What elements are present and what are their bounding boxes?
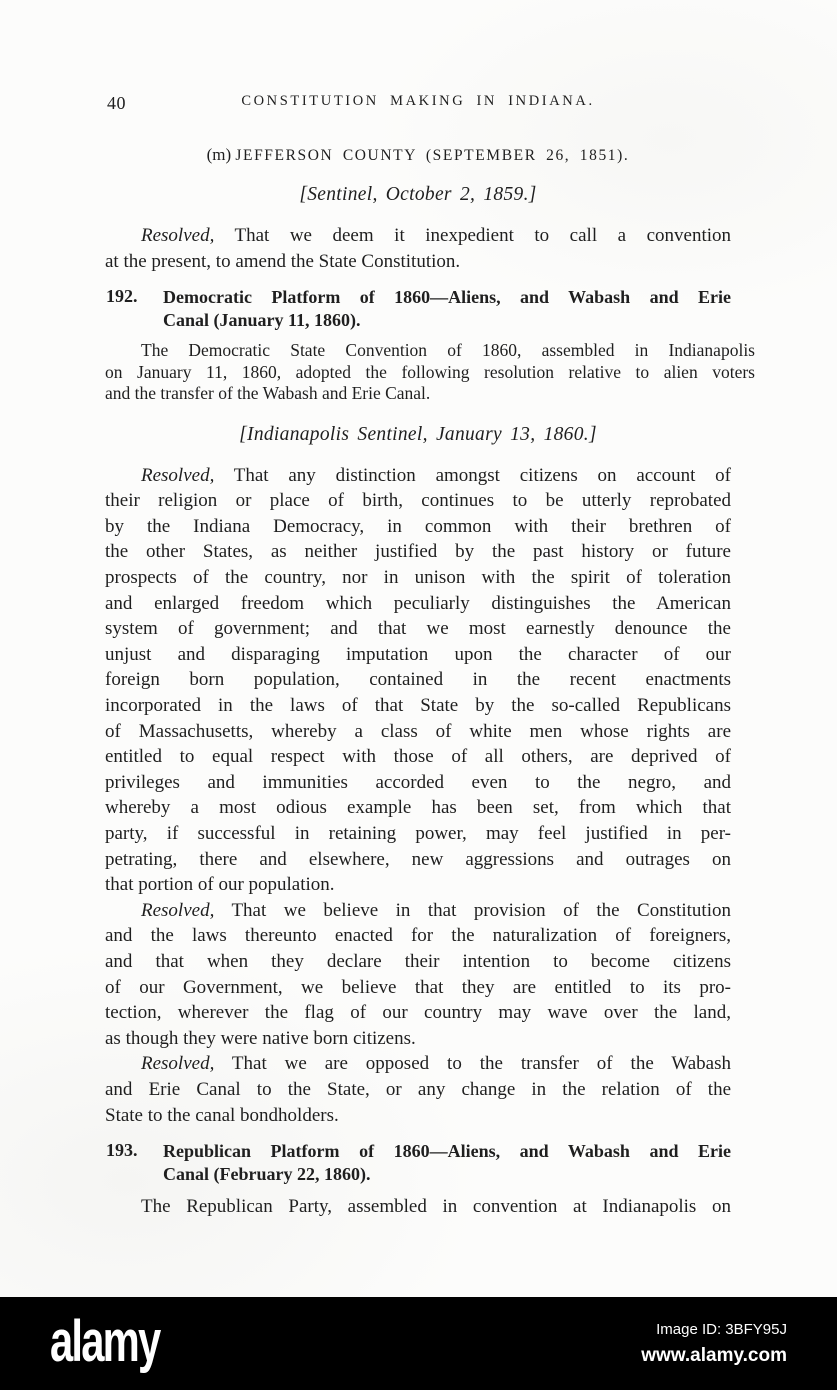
alamy-url-text: www.alamy.com	[641, 1344, 787, 1366]
text-line: foreign born population, contained in the recent enactments	[105, 669, 731, 691]
text-line: and the laws thereunto enacted for the naturalization of foreigners,	[105, 925, 731, 947]
heading-line: Republican Platform of 1860—Aliens, and Wabash and Erie	[163, 1141, 731, 1162]
text-line: whereby a most odious example has been set, from which that	[105, 797, 731, 819]
text-line: and the transfer of the Wabash and Erie Canal.	[105, 383, 431, 404]
text-line: on January 11, 1860, adopted the following resolution relative to alien voters	[105, 361, 755, 382]
text-line: system of government; and that we most earnestly denounce the	[105, 618, 731, 640]
text-line: Resolved, That we are opposed to the transfer of the Wabash	[141, 1053, 731, 1075]
text-line: at the present, to amend the State Constitution.	[105, 250, 461, 272]
italic-lead: Resolved,	[141, 899, 215, 921]
text-line: tection, wherever the flag of our country may wave over the land,	[105, 1002, 731, 1024]
text-line: that portion of our population.	[105, 874, 335, 896]
running-title: CONSTITUTION MAKING IN INDIANA.	[241, 93, 595, 109]
text-line: Resolved, That any distinction amongst citizens on account of	[141, 464, 731, 486]
text-line: party, if successful in retaining power, may feel justified in per-	[105, 823, 731, 844]
italic-lead: Resolved,	[141, 225, 215, 246]
text-line: the other States, as neither justified by the past history or future	[105, 541, 731, 563]
text-line: of our Government, we believe that they are entitled to its pro-	[105, 976, 731, 998]
text-line: of Massachusetts, whereby a class of white men whose rights are	[105, 720, 731, 742]
paragraph	[105, 1194, 731, 1220]
italic-lead: Resolved,	[141, 1053, 215, 1075]
text-line: The Democratic State Convention of 1860, assembled in Indianapolis	[141, 340, 755, 361]
text-line: Resolved, That we deem it inexpedient to call a convention	[141, 225, 731, 246]
source-attribution: [Indianapolis Sentinel, January 13, 1860.]	[239, 423, 597, 445]
heading-line: Democratic Platform of 1860—Aliens, and Wabash and Erie	[163, 287, 731, 308]
text-line: incorporated in the laws of that State by the so-called Republicans	[105, 695, 731, 717]
running-header	[105, 93, 731, 115]
paragraph	[105, 223, 731, 274]
heading-line: Canal (February 22, 1860).	[163, 1163, 371, 1184]
numbered-heading	[105, 1140, 731, 1185]
text-line: State to the canal bondholders.	[105, 1104, 339, 1126]
text-line: and that when they declare their intention to become citizens	[105, 950, 731, 972]
heading-line: Canal (January 11, 1860).	[163, 309, 361, 330]
numbered-heading	[105, 286, 731, 331]
text-line: entitled to equal respect with those of all others, are deprived of	[105, 746, 731, 768]
watermark-info	[641, 1321, 787, 1367]
section-label	[105, 145, 731, 165]
paragraph	[105, 1051, 731, 1128]
text-line: petrating, there and elsewhere, new aggressions and outrages on	[105, 848, 731, 870]
section-letter: (m)	[206, 145, 236, 164]
alamy-watermark-bar	[0, 1297, 837, 1390]
text-line: and Erie Canal to the State, or any change in the relation of the	[105, 1078, 731, 1100]
section-title-text: JEFFERSON COUNTY (SEPTEMBER 26, 1851).	[235, 147, 630, 164]
paragraph	[105, 898, 731, 1052]
text-line: prospects of the country, nor in unison with the spirit of toleration	[105, 567, 731, 589]
text-line: their religion or place of birth, continues to be utterly reprobated	[105, 490, 731, 512]
source-attribution: [Sentinel, October 2, 1859.]	[299, 184, 537, 205]
page-number: 40	[107, 93, 126, 113]
alamy-logo: alamy	[50, 1308, 160, 1374]
heading-number: 192.	[106, 286, 138, 307]
text-line: by the Indiana Democracy, in common with their brethren of	[105, 515, 731, 537]
text-line: privileges and immunities accorded even to the negro, and	[105, 771, 731, 793]
page-body	[105, 145, 755, 1220]
text-line: The Republican Party, assembled in convention at Indianapolis on	[141, 1196, 731, 1218]
text-line: as though they were native born citizens.	[105, 1027, 416, 1049]
heading-number: 193.	[106, 1140, 138, 1161]
image-id-text: Image ID: 3BFY95J	[656, 1320, 787, 1338]
text-line: unjust and disparaging imputation upon the character of our	[105, 643, 731, 665]
text-line: Resolved, That we believe in that provision of the Constitution	[141, 899, 731, 921]
paragraph	[105, 463, 731, 898]
text-line: and enlarged freedom which peculiarly distinguishes the American	[105, 592, 731, 614]
paragraph	[105, 340, 755, 405]
italic-lead: Resolved,	[141, 464, 215, 486]
